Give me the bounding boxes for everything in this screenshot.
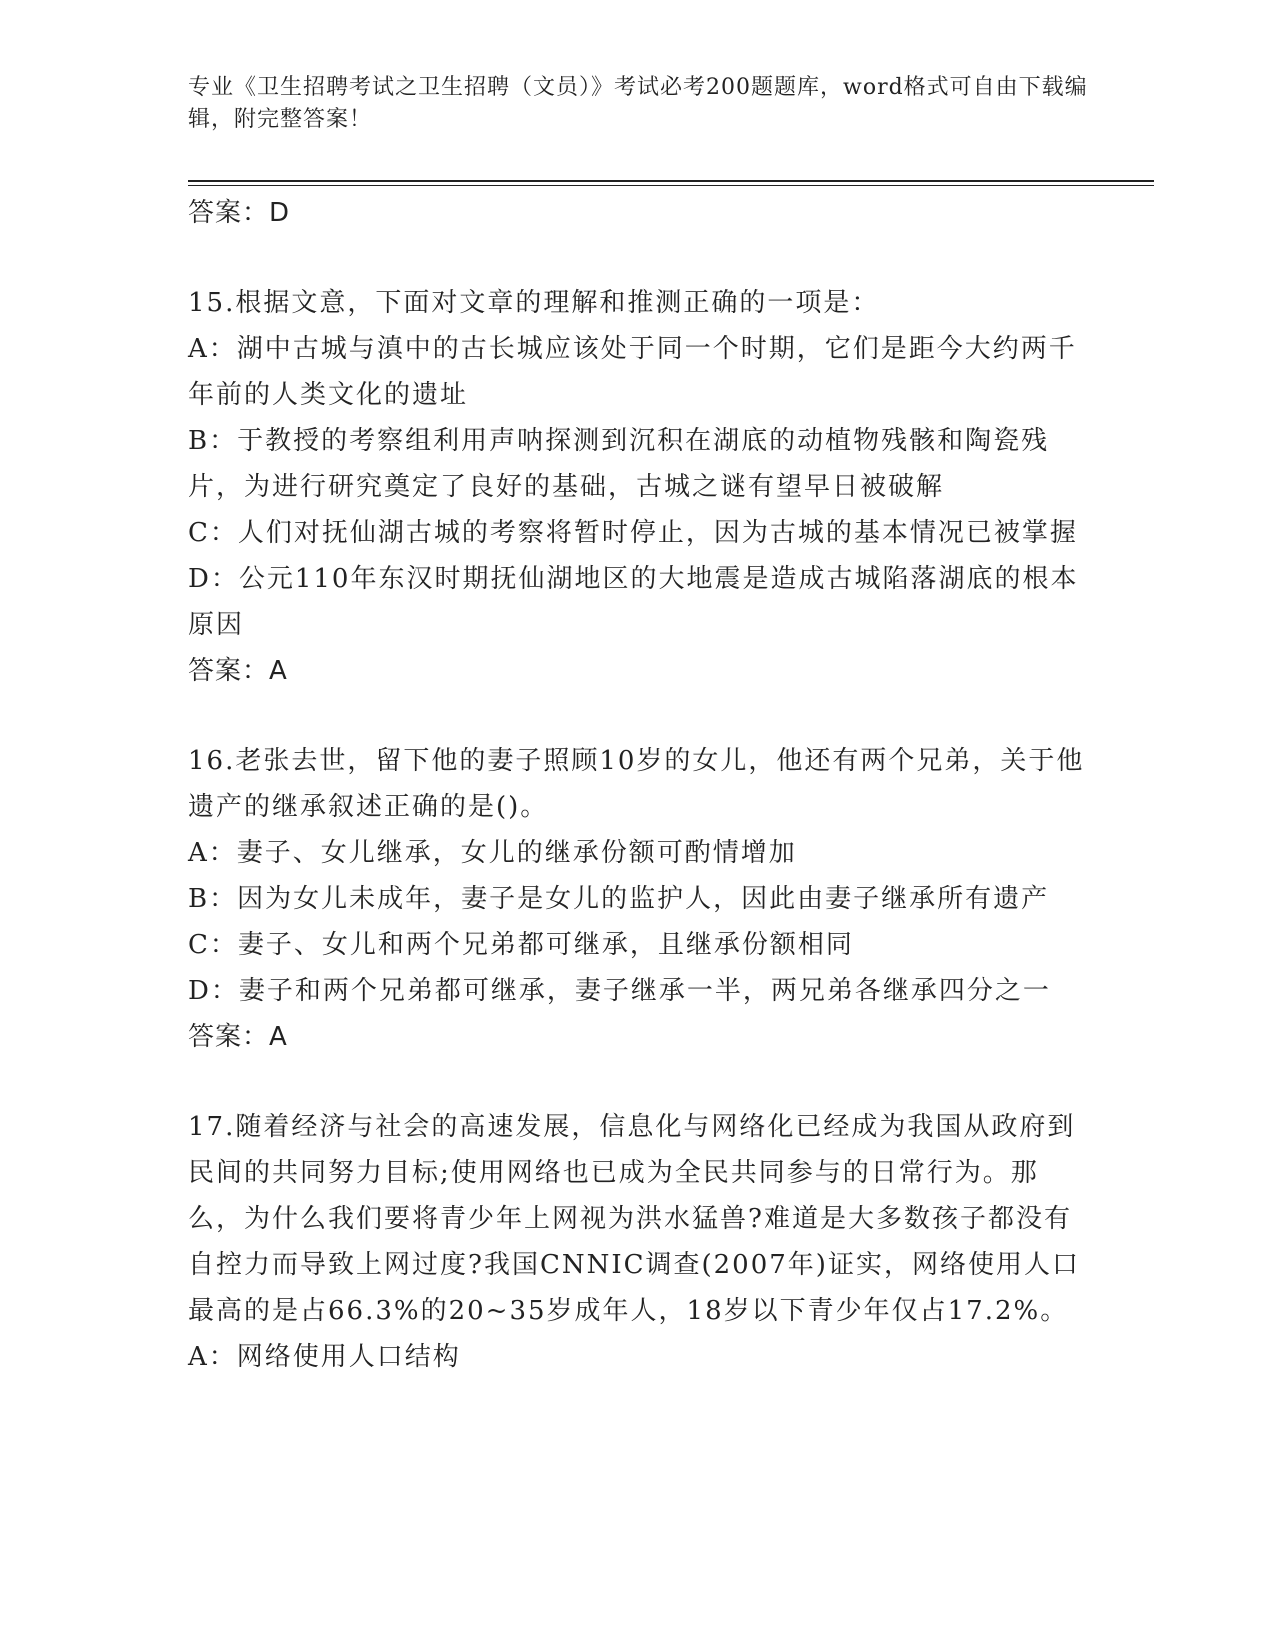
option-a: A：湖中古城与滇中的古长城应该处于同一个时期，它们是距今大约两千年前的人类文化的遗址 (188, 334, 1077, 410)
option-c: C：妻子、女儿和两个兄弟都可继承，且继承份额相同 (188, 930, 854, 960)
option-d: D：公元110年东汉时期抚仙湖地区的大地震是造成古城陷落湖底的根本原因 (188, 564, 1079, 640)
question-15 (188, 280, 1088, 694)
option-b: B：于教授的考察组利用声呐探测到沉积在湖底的动植物残骸和陶瓷残片，为进行研究奠定了良好的基础，古城之谜有望早日被破解 (188, 426, 1050, 502)
option-a: A：妻子、女儿继承，女儿的继承份额可酌情增加 (188, 838, 797, 868)
question-17 (188, 1104, 1088, 1380)
question-16 (188, 738, 1088, 1060)
spacer (188, 236, 1088, 280)
answer-line: 答案：A (188, 656, 288, 686)
question-stem: 17.随着经济与社会的高速发展，信息化与网络化已经成为我国从政府到民间的共同努力目标;使用网络也已成为全民共同参与的日常行为。那么，为什么我们要将青少年上网视为洪水猛兽?难道是大多数孩子都没有自控力而导致上网过度?我国CNNIC调查(2007年)证实，网络使用人口最高的是占66.3%的20~35岁成年人，18岁以下青少年仅占17.2%。 (188, 1112, 1080, 1326)
option-c: C：人们对抚仙湖古城的考察将暂时停止，因为古城的基本情况已被掌握 (188, 518, 1078, 548)
header-divider-thin (188, 185, 1154, 186)
answer-line: 答案：D (188, 198, 291, 228)
header-divider (188, 180, 1154, 182)
spacer (188, 694, 1088, 738)
option-d: D：妻子和两个兄弟都可继承，妻子继承一半，两兄弟各继承四分之一 (188, 976, 1051, 1006)
option-b: B：因为女儿未成年，妻子是女儿的监护人，因此由妻子继承所有遗产 (188, 884, 1050, 914)
question-content (188, 190, 1088, 1380)
page-header: 专业《卫生招聘考试之卫生招聘（文员）》考试必考200题题库，word格式可自由下载编辑，附完整答案！ (188, 75, 1088, 132)
option-a: A：网络使用人口结构 (188, 1342, 461, 1372)
spacer (188, 1060, 1088, 1104)
question-stem: 16.老张去世，留下他的妻子照顾10岁的女儿，他还有两个兄弟，关于他遗产的继承叙述正确的是()。 (188, 746, 1085, 822)
question-stem: 15.根据文意，下面对文章的理解和推测正确的一项是： (188, 288, 880, 318)
answer-line: 答案：A (188, 1022, 288, 1052)
